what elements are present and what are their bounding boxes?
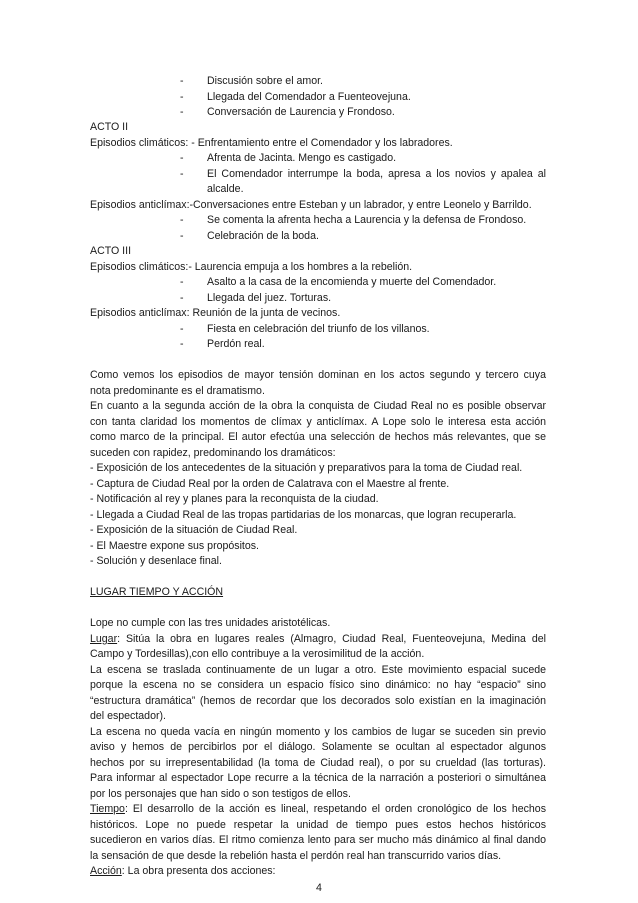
paragraph-line: - Exposición de los antecedentes de la situación y preparativos para la toma de Ciudad real. bbox=[90, 462, 523, 474]
paragraph-line: Campo y Tordesillas),con ello contribuye a la verosimilitud de la acción. bbox=[90, 648, 425, 660]
text-line: Episodios climáticos: - Enfrentamiento entre el Comendador y los labradores. bbox=[90, 137, 453, 149]
text-line: Episodios climáticos:- Laurencia empuja a los hombres a la rebelión. bbox=[90, 261, 413, 273]
bullet-dash: - bbox=[180, 230, 184, 242]
paragraph-line: porque la escena no se considera un espacio físico sino dinámico: no hay “espacio” sino bbox=[90, 679, 546, 691]
paragraph-line: Lope no cumple con las tres unidades aristotélicas. bbox=[90, 617, 331, 629]
paragraph-line bbox=[90, 864, 546, 880]
bullet-dash: - bbox=[180, 276, 184, 288]
paragraph-line bbox=[90, 802, 546, 818]
paragraph-line: “estructura dramática” (hemos de recordar que los decorados solo existían en la imaginación bbox=[90, 695, 546, 707]
paragraph-line: por los personajes que han sido o son testigos de ellos. bbox=[90, 788, 351, 800]
list-item: Conversación de Laurencia y Frondoso. bbox=[207, 106, 395, 118]
paragraph-line: La escena se traslada continuamente de un lugar a otro. Este movimiento espacial sucede bbox=[90, 664, 546, 676]
tiempo-label: Tiempo bbox=[90, 803, 125, 815]
paragraph-line: suceden con rapidez, predominando los dramáticos: bbox=[90, 447, 336, 459]
list-item: Afrenta de Jacinta. Mengo es castigado. bbox=[207, 152, 397, 164]
paragraph-line: como marco de la principal. El autor efectúa una selección de hechos más relevantes, que se bbox=[90, 431, 546, 443]
paragraph-line: - Captura de Ciudad Real por la orden de Calatrava con el Maestre al frente. bbox=[90, 478, 450, 490]
bullet-dash: - bbox=[180, 214, 184, 226]
list-item: Fiesta en celebración del triunfo de los villanos. bbox=[207, 323, 430, 335]
paragraph-line: hechos por su irrepresentabilidad (la toma de Ciudad real), o por su crueldad (las torturas). bbox=[90, 757, 546, 769]
act-heading: ACTO II bbox=[90, 121, 129, 133]
paragraph-line: sucedieron en varios días. El ritmo comienza lento para ser mucho más dinámico al final dando bbox=[90, 834, 546, 846]
bullet-dash: - bbox=[180, 338, 184, 350]
list-item: Llegada del Comendador a Fuenteovejuna. bbox=[207, 91, 411, 103]
tiempo-text: : El desarrollo de la acción es lineal, respetando el orden cronológico de los hechos bbox=[124, 803, 546, 815]
page-number: 4 bbox=[316, 882, 322, 894]
lugar-text: : Sitúa la obra en lugares reales (Almagro, Ciudad Real, Fuenteovejuna, Medina del bbox=[117, 633, 546, 645]
paragraph-line: - Solución y desenlace final. bbox=[90, 555, 222, 567]
act-heading: ACTO III bbox=[90, 245, 132, 257]
accion-label: Acción bbox=[90, 865, 122, 877]
text-line: Episodios anticlímax:-Conversaciones entre Esteban y un labrador, y entre Leonelo y Barrildo. bbox=[90, 199, 532, 211]
bullet-dash: - bbox=[180, 75, 184, 87]
paragraph-line: Como vemos los episodios de mayor tensión dominan en los actos segundo y tercero cuya bbox=[90, 369, 546, 381]
paragraph-line: - Exposición de la situación de Ciudad Real. bbox=[90, 524, 298, 536]
list-item: Se comenta la afrenta hecha a Laurencia y la defensa de Frondoso. bbox=[207, 214, 527, 226]
list-item: El Comendador interrumpe la boda, apresa a los novios y apalea al bbox=[207, 168, 546, 180]
paragraph-line: En cuanto a la segunda acción de la obra la conquista de Ciudad Real no es posible observar bbox=[90, 400, 546, 412]
paragraph-line bbox=[90, 632, 546, 648]
list-item: Llegada del juez. Torturas. bbox=[207, 292, 332, 304]
paragraph-line: nota predominante es el dramatismo. bbox=[90, 385, 265, 397]
paragraph-line: históricos. Lope no puede respetar la unidad de tiempo pues estos hechos históricos bbox=[90, 819, 546, 831]
paragraph-line: la sensación de que desde la rebelión hasta el perdón real han transcurrido varios días. bbox=[90, 850, 502, 862]
section-heading-text: LUGAR TIEMPO Y ACCIÓN bbox=[90, 586, 224, 598]
paragraph-line: - Notificación al rey y planes para la reconquista de la ciudad. bbox=[90, 493, 379, 505]
list-item: Asalto a la casa de la encomienda y muerte del Comendador. bbox=[207, 276, 497, 288]
bullet-dash: - bbox=[180, 292, 184, 304]
paragraph-line: - Llegada a Ciudad Real de las tropas partidarias de los monarcas, que logran recuperarla. bbox=[90, 509, 517, 521]
bullet-dash: - bbox=[180, 152, 184, 164]
list-item: Celebración de la boda. bbox=[207, 230, 319, 242]
bullet-dash: - bbox=[180, 323, 184, 335]
paragraph-line: Para informar al espectador Lope recurre a la técnica de la narración a posteriori o simultánea bbox=[90, 772, 546, 784]
paragraph-line: con tanta claridad los momentos de clímax y anticlímax. A Lope solo le interesa esta acción bbox=[90, 416, 546, 428]
list-item: Discusión sobre el amor. bbox=[207, 75, 323, 87]
text-line: Episodios anticlímax: Reunión de la junta de vecinos. bbox=[90, 307, 341, 319]
accion-text: : La obra presenta dos acciones: bbox=[121, 865, 276, 877]
bullet-dash: - bbox=[180, 106, 184, 118]
paragraph-line: La escena no queda vacía en ningún momento y los cambios de lugar se suceden sin previo bbox=[90, 726, 546, 738]
paragraph-line: - El Maestre expone sus propósitos. bbox=[90, 540, 259, 552]
bullet-dash: - bbox=[180, 168, 184, 180]
list-item-continuation: alcalde. bbox=[207, 183, 244, 195]
list-item: Perdón real. bbox=[207, 338, 265, 350]
paragraph-line: del espectador). bbox=[90, 710, 166, 722]
lugar-label: Lugar bbox=[90, 633, 118, 645]
bullet-dash: - bbox=[180, 91, 184, 103]
paragraph-line: aviso y hemos de percibirlos por el diálogo. Solamente se ocultan al espectador algunos bbox=[90, 741, 546, 753]
section-heading bbox=[90, 585, 546, 601]
